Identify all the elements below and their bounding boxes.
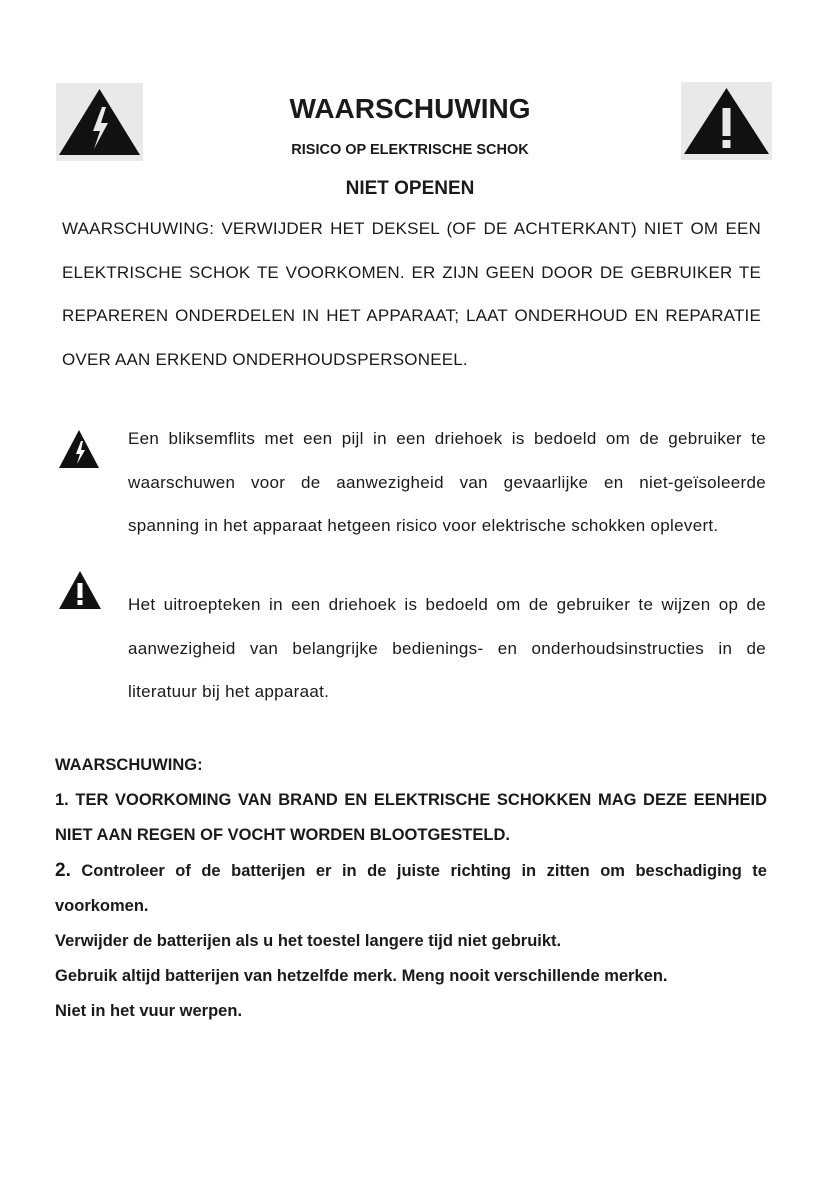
main-warning-text: WAARSCHUWING: VERWIJDER HET DEKSEL (OF DE ACHTERKANT) NIET OM EEN ELEKTRISCHE SCHOK TE VOORKOMEN. ER ZIJN GEEN DOOR DE GEBRUIKER TE REPAREREN ONDERDELEN IN HET APPARAAT; LAAT ONDERHOUD EN REPARATIE OVER AAN ERKEND ONDERHOUDSPERSONEEL. [62, 219, 761, 369]
exclamation-warning-icon [681, 82, 772, 160]
lightning-warning-icon [56, 83, 143, 161]
warning-item-2 [55, 853, 767, 924]
warning-item-1-text: TER VOORKOMING VAN BRAND EN ELEKTRISCHE SCHOKKEN MAG DEZE EENHEID NIET AAN REGEN OF VOCHT WORDEN BLOOTGESTELD. [55, 791, 767, 844]
lightning-symbol-icon [58, 428, 100, 470]
page-title: WAARSCHUWING [289, 93, 531, 124]
warning-line-5: Niet in het vuur werpen. [55, 1002, 243, 1020]
warning-item-2-text: Controleer of de batterijen er in de juiste richting in zitten om beschadiging te voorkomen. [55, 862, 767, 915]
warning-line-4: Gebruik altijd batterijen van hetzelfde merk. Meng nooit verschillende merken. [55, 967, 668, 985]
warnings-list [55, 748, 767, 1029]
exclamation-symbol-icon [58, 569, 102, 611]
warning-item-1-number: 1. [55, 791, 69, 809]
exclamation-symbol-description: Het uitroepteken in een driehoek is bedoeld om de gebruiker te wijzen op de aanwezigheid van belangrijke bedienings- en onderhoudsinstructies in de literatuur bij het apparaat. [128, 595, 766, 701]
section-heading: NIET OPENEN [345, 178, 475, 199]
warning-item-2-number: 2. [55, 860, 71, 881]
lightning-symbol-description: Een bliksemflits met een pijl in een driehoek is bedoeld om de gebruiker te waarschuwen voor de aanwezigheid van gevaarlijke en niet-geïsoleerde spanning in het apparaat hetgeen risico voor elektrische schokken oplevert. [128, 429, 766, 535]
warning-item-1 [55, 783, 767, 853]
warnings-heading: WAARSCHUWING: [55, 756, 203, 774]
page-subtitle: RISICO OP ELEKTRISCHE SCHOK [291, 142, 529, 158]
warning-line-3: Verwijder de batterijen als u het toestel langere tijd niet gebruikt. [55, 932, 562, 950]
